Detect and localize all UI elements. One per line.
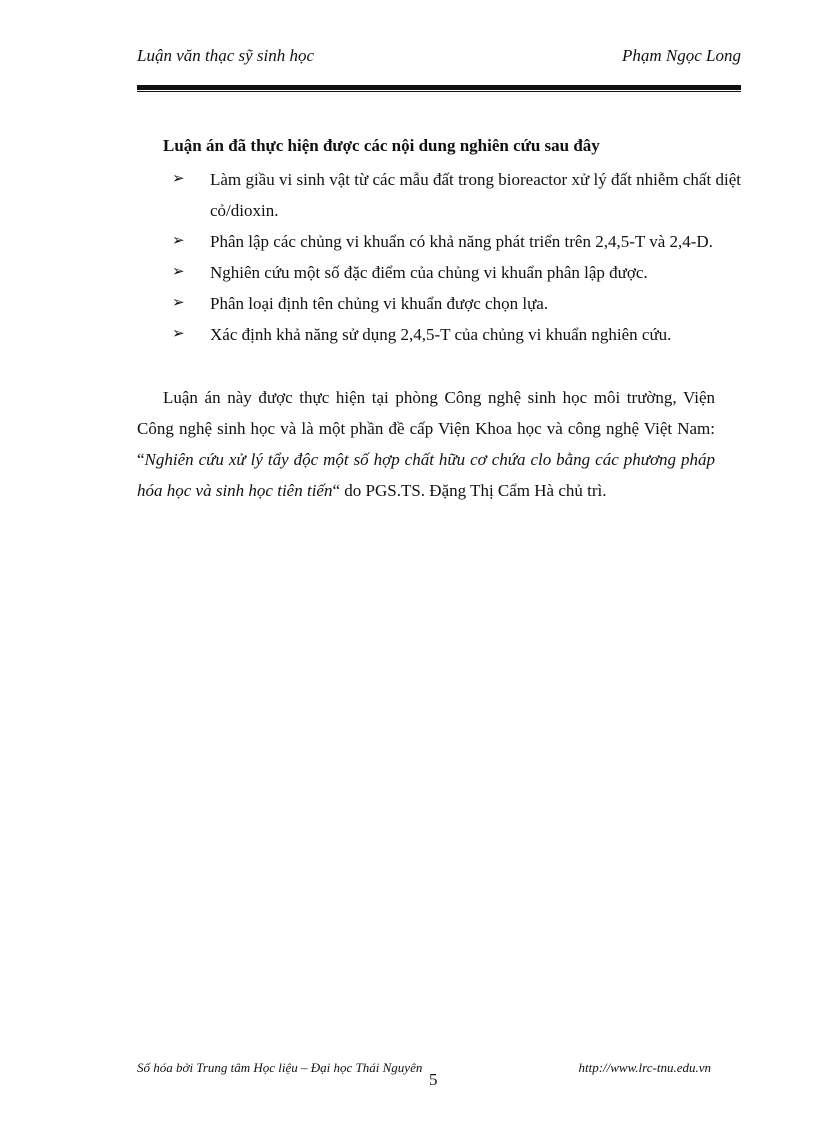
bullet-item — [163, 164, 741, 226]
bullet-item — [163, 257, 741, 288]
arrow-bullet-icon: ➢ — [172, 264, 185, 280]
bullet-item — [163, 319, 741, 350]
header-thesis-title: Luận văn thạc sỹ sinh học — [137, 46, 315, 65]
arrow-bullet-icon: ➢ — [172, 171, 185, 187]
project-title-italic: Nghiên cứu xử lý tẩy độc một số hợp chất hữu cơ chứa clo bằng các phương pháp hóa học và sinh học tiên tiến — [137, 450, 715, 500]
paragraph-text-after: “ do PGS.TS. Đặng Thị Cẩm Hà chủ trì. — [332, 481, 607, 500]
paragraph-text-before: Luận án này được thực hiện tại phòng Công nghệ sinh học môi trường, Viện Công nghệ sinh học và là một phần đề cấp Viện Khoa học và công nghệ Việt Nam: “ — [137, 388, 715, 469]
header-rule-thick — [137, 85, 741, 90]
page-body — [137, 130, 741, 506]
bullet-text: Xác định khả năng sử dụng 2,4,5-T của chủng vi khuẩn nghiên cứu. — [210, 325, 672, 344]
bullet-text: Phân loại định tên chủng vi khuẩn được chọn lựa. — [210, 294, 549, 313]
page-number: 5 — [429, 1070, 438, 1089]
header-author-name: Phạm Ngọc Long — [622, 46, 741, 65]
arrow-bullet-icon: ➢ — [172, 326, 185, 342]
footer-url: http://www.lrc-tnu.edu.vn — [578, 1060, 711, 1075]
header-rule-thin — [137, 91, 741, 92]
body-paragraph — [137, 382, 715, 506]
bullet-list — [163, 164, 741, 350]
page-header — [137, 46, 741, 70]
bullet-text: Phân lập các chủng vi khuẩn có khả năng phát triển trên 2,4,5-T và 2,4-D. — [210, 232, 713, 251]
footer-digitized-by: Số hóa bởi Trung tâm Học liệu – Đại học Thái Nguyên — [137, 1060, 423, 1075]
page-footer — [137, 1060, 717, 1082]
bullet-item — [163, 288, 741, 319]
bullet-item — [163, 226, 741, 257]
bullet-text: Nghiên cứu một số đặc điểm của chủng vi khuẩn phân lập được. — [210, 263, 648, 282]
section-heading: Luận án đã thực hiện được các nội dung nghiên cứu sau đây — [163, 136, 600, 155]
arrow-bullet-icon: ➢ — [172, 233, 185, 249]
bullet-text: Làm giầu vi sinh vật từ các mẫu đất trong bioreactor xử lý đất nhiễm chất diệt cỏ/dioxin. — [210, 170, 741, 220]
arrow-bullet-icon: ➢ — [172, 295, 185, 311]
